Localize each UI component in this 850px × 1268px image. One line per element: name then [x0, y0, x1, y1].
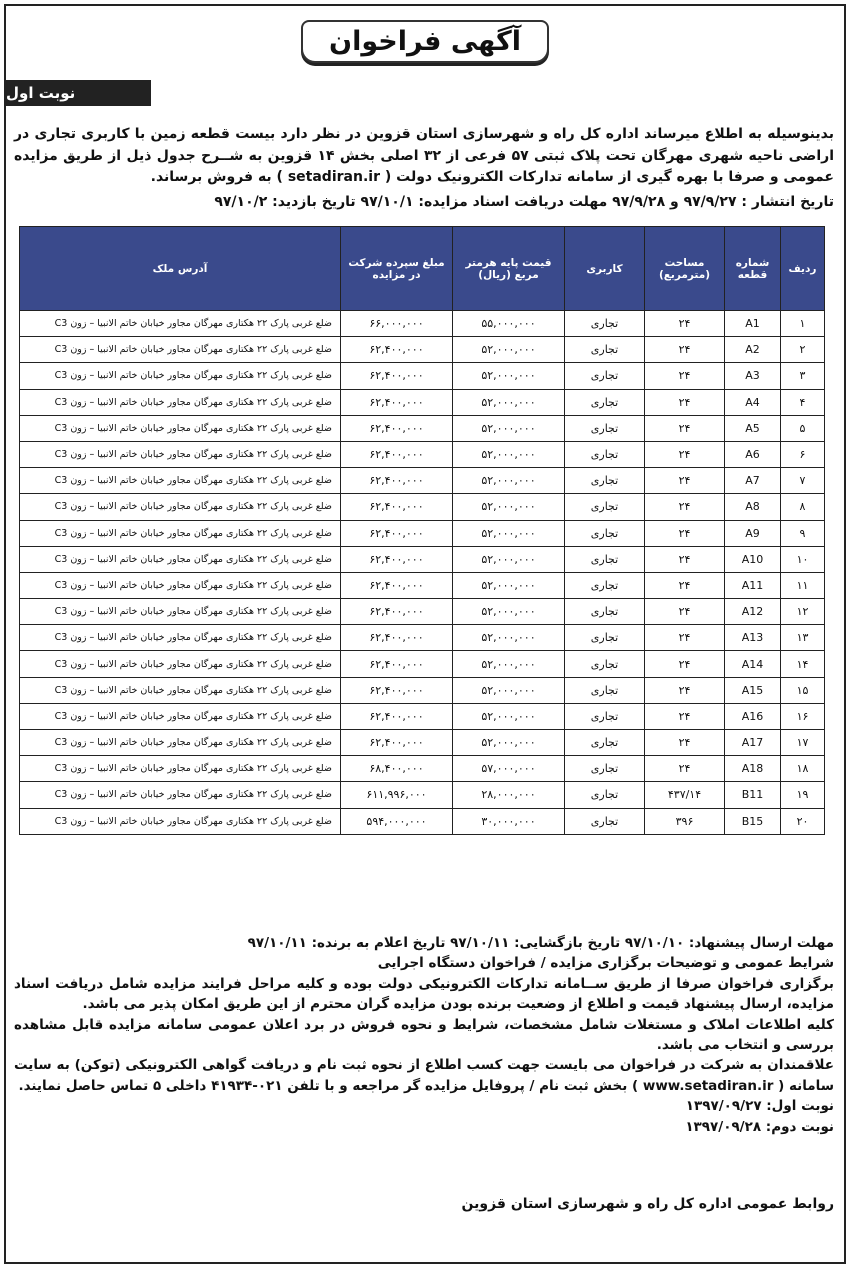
round-tag: نوبت اول	[6, 80, 151, 106]
cell-area: ۴۳۷/۱۴	[645, 782, 725, 808]
cell-use: تجاری	[565, 494, 645, 520]
cell-deposit: ۶۲,۴۰۰,۰۰۰	[341, 494, 453, 520]
cell-lot-no: A7	[725, 468, 781, 494]
round-two-date: نوبت دوم: ۱۳۹۷/۰۹/۲۸	[685, 1118, 834, 1135]
cell-base-price: ۵۲,۰۰۰,۰۰۰	[453, 337, 565, 363]
cell-row-no: ۳	[781, 363, 825, 389]
cell-use: تجاری	[565, 651, 645, 677]
cell-lot-no: A11	[725, 572, 781, 598]
cell-base-price: ۵۲,۰۰۰,۰۰۰	[453, 363, 565, 389]
cell-area: ۲۴	[645, 389, 725, 415]
cell-deposit: ۶۲,۴۰۰,۰۰۰	[341, 546, 453, 572]
cell-row-no: ۱۲	[781, 599, 825, 625]
table-row	[20, 468, 825, 494]
cell-lot-no: A15	[725, 677, 781, 703]
cell-base-price: ۲۸,۰۰۰,۰۰۰	[453, 782, 565, 808]
table-row	[20, 730, 825, 756]
cell-area: ۲۴	[645, 311, 725, 337]
cell-area: ۲۴	[645, 468, 725, 494]
table-row	[20, 625, 825, 651]
table-row	[20, 337, 825, 363]
cell-use: تجاری	[565, 441, 645, 467]
table-row	[20, 441, 825, 467]
cell-base-price: ۵۲,۰۰۰,۰۰۰	[453, 703, 565, 729]
publication-dates: تاریخ انتشار : ۹۷/۹/۲۷ و ۹۷/۹/۲۸ مهلت دریافت اسناد مزایده: ۹۷/۱۰/۱ تاریخ بازدید: ۹۷/۱۰/۲	[214, 194, 834, 210]
cell-row-no: ۹	[781, 520, 825, 546]
cell-use: تجاری	[565, 311, 645, 337]
conditions-section	[14, 933, 834, 1137]
cell-row-no: ۱۷	[781, 730, 825, 756]
cell-lot-no: A5	[725, 415, 781, 441]
cell-base-price: ۵۲,۰۰۰,۰۰۰	[453, 389, 565, 415]
cell-deposit: ۶۲,۴۰۰,۰۰۰	[341, 389, 453, 415]
cell-address: ضلع غربی پارک ۲۲ هکتاری مهرگان مجاور خیابان خاتم الانبیا – زون C3	[20, 599, 341, 625]
cell-row-no: ۷	[781, 468, 825, 494]
cell-area: ۲۴	[645, 677, 725, 703]
header-deposit: مبلغ سپرده شرکت در مزایده	[341, 227, 453, 311]
cell-area: ۲۴	[645, 756, 725, 782]
cell-row-no: ۱۴	[781, 651, 825, 677]
header-use: کاربری	[565, 227, 645, 311]
cell-use: تجاری	[565, 730, 645, 756]
cell-deposit: ۶۲,۴۰۰,۰۰۰	[341, 415, 453, 441]
header-lot-no: شماره قطعه	[725, 227, 781, 311]
header-address: آدرس ملک	[20, 227, 341, 311]
cell-row-no: ۱۳	[781, 625, 825, 651]
cell-use: تجاری	[565, 808, 645, 834]
cell-base-price: ۵۵,۰۰۰,۰۰۰	[453, 311, 565, 337]
cell-lot-no: A4	[725, 389, 781, 415]
cell-lot-no: A18	[725, 756, 781, 782]
cell-address: ضلع غربی پارک ۲۲ هکتاری مهرگان مجاور خیابان خاتم الانبیا – زون C3	[20, 520, 341, 546]
cell-address: ضلع غربی پارک ۲۲ هکتاری مهرگان مجاور خیابان خاتم الانبیا – زون C3	[20, 468, 341, 494]
cell-deposit: ۶۶,۰۰۰,۰۰۰	[341, 311, 453, 337]
table-row	[20, 389, 825, 415]
table-body	[20, 311, 825, 835]
cell-deposit: ۵۹۴,۰۰۰,۰۰۰	[341, 808, 453, 834]
cell-deposit: ۶۲,۴۰۰,۰۰۰	[341, 337, 453, 363]
cell-address: ضلع غربی پارک ۲۲ هکتاری مهرگان مجاور خیابان خاتم الانبیا – زون C3	[20, 677, 341, 703]
cell-address: ضلع غربی پارک ۲۲ هکتاری مهرگان مجاور خیابان خاتم الانبیا – زون C3	[20, 808, 341, 834]
cell-lot-no: B15	[725, 808, 781, 834]
cell-area: ۲۴	[645, 415, 725, 441]
condition-para-1: برگزاری فراخوان صرفا از طریق ســامانه تدارکات الکترونیکی دولت بوده و کلیه مراحل فرایند مزایده شامل دریافت اسناد مزایده، ارسال پیشنهاد قیمت و اطلاع از وضعیت برنده بودن مزایده گران محترم از این طریق امکان پذیر می باشد.	[14, 975, 834, 1013]
cell-base-price: ۵۲,۰۰۰,۰۰۰	[453, 520, 565, 546]
cell-use: تجاری	[565, 703, 645, 729]
cell-address: ضلع غربی پارک ۲۲ هکتاری مهرگان مجاور خیابان خاتم الانبیا – زون C3	[20, 494, 341, 520]
header-base-price: قیمت پایه هرمتر مربع (ریال)	[453, 227, 565, 311]
cell-area: ۲۴	[645, 599, 725, 625]
cell-address: ضلع غربی پارک ۲۲ هکتاری مهرگان مجاور خیابان خاتم الانبیا – زون C3	[20, 311, 341, 337]
cell-base-price: ۵۲,۰۰۰,۰۰۰	[453, 730, 565, 756]
table-row	[20, 415, 825, 441]
cell-deposit: ۶۲,۴۰۰,۰۰۰	[341, 572, 453, 598]
header-area: مساحت (مترمربع)	[645, 227, 725, 311]
cell-lot-no: A10	[725, 546, 781, 572]
cell-row-no: ۱۵	[781, 677, 825, 703]
cell-address: ضلع غربی پارک ۲۲ هکتاری مهرگان مجاور خیابان خاتم الانبیا – زون C3	[20, 730, 341, 756]
cell-use: تجاری	[565, 415, 645, 441]
cell-base-price: ۵۲,۰۰۰,۰۰۰	[453, 677, 565, 703]
title-banner	[300, 10, 550, 72]
table-row	[20, 782, 825, 808]
cell-use: تجاری	[565, 468, 645, 494]
cell-area: ۲۴	[645, 625, 725, 651]
cell-address: ضلع غربی پارک ۲۲ هکتاری مهرگان مجاور خیابان خاتم الانبیا – زون C3	[20, 625, 341, 651]
table-row	[20, 808, 825, 834]
cell-use: تجاری	[565, 520, 645, 546]
cell-row-no: ۲۰	[781, 808, 825, 834]
cell-base-price: ۵۲,۰۰۰,۰۰۰	[453, 494, 565, 520]
cell-address: ضلع غربی پارک ۲۲ هکتاری مهرگان مجاور خیابان خاتم الانبیا – زون C3	[20, 363, 341, 389]
table-row	[20, 677, 825, 703]
table-row	[20, 703, 825, 729]
cell-use: تجاری	[565, 756, 645, 782]
cell-deposit: ۶۲,۴۰۰,۰۰۰	[341, 625, 453, 651]
cell-lot-no: A1	[725, 311, 781, 337]
cell-row-no: ۱۸	[781, 756, 825, 782]
header-row-no: ردیف	[781, 227, 825, 311]
lots-table	[19, 226, 825, 835]
cell-address: ضلع غربی پارک ۲۲ هکتاری مهرگان مجاور خیابان خاتم الانبیا – زون C3	[20, 415, 341, 441]
signature: روابط عمومی اداره کل راه و شهرسازی استان قزوین	[461, 1196, 834, 1212]
cell-row-no: ۱۱	[781, 572, 825, 598]
table-row	[20, 756, 825, 782]
conditions-title: شرایط عمومی و توضیحات برگزاری مزایده / فراخوان دستگاه اجرایی	[377, 955, 834, 972]
condition-para-3: علاقمندان به شرکت در فراخوان می بایست جهت کسب اطلاع از نحوه ثبت نام و دریافت گواهی الکترونیکی (توکن) به سایت سامانه ( www.setadiran.ir ) بخش ثبت نام / پروفایل مزایده گر مراجعه و با تلفن ۰۲۱-۴۱۹۳۴ داخلی ۵ تماس حاصل نمایند.	[14, 1057, 834, 1094]
cell-deposit: ۶۲,۴۰۰,۰۰۰	[341, 599, 453, 625]
cell-deposit: ۶۲,۴۰۰,۰۰۰	[341, 730, 453, 756]
cell-lot-no: A16	[725, 703, 781, 729]
cell-row-no: ۵	[781, 415, 825, 441]
cell-base-price: ۵۲,۰۰۰,۰۰۰	[453, 572, 565, 598]
round-one-date: نوبت اول: ۱۳۹۷/۰۹/۲۷	[685, 1098, 834, 1115]
table-row	[20, 363, 825, 389]
cell-lot-no: A6	[725, 441, 781, 467]
cell-area: ۲۴	[645, 337, 725, 363]
cell-lot-no: A13	[725, 625, 781, 651]
cell-deposit: ۶۲,۴۰۰,۰۰۰	[341, 651, 453, 677]
cell-base-price: ۵۲,۰۰۰,۰۰۰	[453, 415, 565, 441]
cell-base-price: ۵۲,۰۰۰,۰۰۰	[453, 468, 565, 494]
table-row	[20, 651, 825, 677]
cell-lot-no: A17	[725, 730, 781, 756]
cell-use: تجاری	[565, 337, 645, 363]
cell-row-no: ۶	[781, 441, 825, 467]
cell-area: ۲۴	[645, 363, 725, 389]
cell-address: ضلع غربی پارک ۲۲ هکتاری مهرگان مجاور خیابان خاتم الانبیا – زون C3	[20, 782, 341, 808]
condition-para-2: کلیه اطلاعات املاک و مستغلات شامل مشخصات، شرایط و نحوه فروش در برد اعلان عمومی سامانه مزایده قابل مشاهده بررسی و انتخاب می باشد.	[14, 1016, 834, 1054]
cell-use: تجاری	[565, 389, 645, 415]
cell-deposit: ۶۱۱,۹۹۶,۰۰۰	[341, 782, 453, 808]
cell-row-no: ۸	[781, 494, 825, 520]
cell-address: ضلع غربی پارک ۲۲ هکتاری مهرگان مجاور خیابان خاتم الانبیا – زون C3	[20, 651, 341, 677]
cell-deposit: ۶۲,۴۰۰,۰۰۰	[341, 441, 453, 467]
cell-area: ۲۴	[645, 651, 725, 677]
cell-deposit: ۶۲,۴۰۰,۰۰۰	[341, 468, 453, 494]
cell-deposit: ۶۲,۴۰۰,۰۰۰	[341, 363, 453, 389]
cell-base-price: ۵۷,۰۰۰,۰۰۰	[453, 756, 565, 782]
cell-lot-no: A12	[725, 599, 781, 625]
cell-base-price: ۵۲,۰۰۰,۰۰۰	[453, 546, 565, 572]
cell-area: ۲۴	[645, 730, 725, 756]
table-row	[20, 599, 825, 625]
cell-use: تجاری	[565, 625, 645, 651]
cell-address: ضلع غربی پارک ۲۲ هکتاری مهرگان مجاور خیابان خاتم الانبیا – زون C3	[20, 572, 341, 598]
cell-lot-no: A9	[725, 520, 781, 546]
cell-address: ضلع غربی پارک ۲۲ هکتاری مهرگان مجاور خیابان خاتم الانبیا – زون C3	[20, 546, 341, 572]
cell-address: ضلع غربی پارک ۲۲ هکتاری مهرگان مجاور خیابان خاتم الانبیا – زون C3	[20, 337, 341, 363]
cell-base-price: ۵۲,۰۰۰,۰۰۰	[453, 441, 565, 467]
cell-area: ۲۴	[645, 546, 725, 572]
cell-row-no: ۱	[781, 311, 825, 337]
cell-base-price: ۳۰,۰۰۰,۰۰۰	[453, 808, 565, 834]
cell-area: ۲۴	[645, 494, 725, 520]
cell-use: تجاری	[565, 572, 645, 598]
table-row	[20, 311, 825, 337]
cell-address: ضلع غربی پارک ۲۲ هکتاری مهرگان مجاور خیابان خاتم الانبیا – زون C3	[20, 389, 341, 415]
cell-use: تجاری	[565, 599, 645, 625]
cell-deposit: ۶۸,۴۰۰,۰۰۰	[341, 756, 453, 782]
cell-lot-no: A2	[725, 337, 781, 363]
cell-base-price: ۵۲,۰۰۰,۰۰۰	[453, 625, 565, 651]
cell-area: ۳۹۶	[645, 808, 725, 834]
cell-row-no: ۱۰	[781, 546, 825, 572]
cell-lot-no: A14	[725, 651, 781, 677]
cell-use: تجاری	[565, 782, 645, 808]
cell-area: ۲۴	[645, 703, 725, 729]
cell-row-no: ۴	[781, 389, 825, 415]
cell-base-price: ۵۲,۰۰۰,۰۰۰	[453, 651, 565, 677]
cell-deposit: ۶۲,۴۰۰,۰۰۰	[341, 677, 453, 703]
intro-paragraph: بدینوسیله به اطلاع میرساند اداره کل راه و شهرسازی استان قزوین در نظر دارد بیست قطعه زمین با کاربری تجاری در اراضی ناحیه شهری مهرگان تحت پلاک ثبتی ۵۷ فرعی از ۳۲ اصلی بخش ۱۴ قزوین به شــرح جدول ذیل از طریق مزایده عمومی و صرفا با بهره گیری از سامانه تدارکات الکترونیک دولت ( setadiran.ir ) به فروش برساند.	[14, 126, 834, 185]
table-row	[20, 546, 825, 572]
table-header-row	[20, 227, 825, 311]
cell-area: ۲۴	[645, 441, 725, 467]
cell-row-no: ۲	[781, 337, 825, 363]
cell-area: ۲۴	[645, 572, 725, 598]
cell-address: ضلع غربی پارک ۲۲ هکتاری مهرگان مجاور خیابان خاتم الانبیا – زون C3	[20, 756, 341, 782]
cell-lot-no: A3	[725, 363, 781, 389]
cell-area: ۲۴	[645, 520, 725, 546]
notice-title: آگهی فراخوان	[301, 20, 549, 63]
table-row	[20, 520, 825, 546]
cell-row-no: ۱۹	[781, 782, 825, 808]
cell-lot-no: A8	[725, 494, 781, 520]
cell-deposit: ۶۲,۴۰۰,۰۰۰	[341, 703, 453, 729]
cell-use: تجاری	[565, 546, 645, 572]
cell-base-price: ۵۲,۰۰۰,۰۰۰	[453, 599, 565, 625]
table-row	[20, 572, 825, 598]
cell-address: ضلع غربی پارک ۲۲ هکتاری مهرگان مجاور خیابان خاتم الانبیا – زون C3	[20, 441, 341, 467]
cell-deposit: ۶۲,۴۰۰,۰۰۰	[341, 520, 453, 546]
cell-use: تجاری	[565, 363, 645, 389]
table-row	[20, 494, 825, 520]
deadline-line: مهلت ارسال پیشنهاد: ۹۷/۱۰/۱۰ تاریخ بازگشایی: ۹۷/۱۰/۱۱ تاریخ اعلام به برنده: ۹۷/۱۰/۱۱	[247, 935, 834, 951]
cell-lot-no: B11	[725, 782, 781, 808]
cell-use: تجاری	[565, 677, 645, 703]
cell-row-no: ۱۶	[781, 703, 825, 729]
cell-address: ضلع غربی پارک ۲۲ هکتاری مهرگان مجاور خیابان خاتم الانبیا – زون C3	[20, 703, 341, 729]
